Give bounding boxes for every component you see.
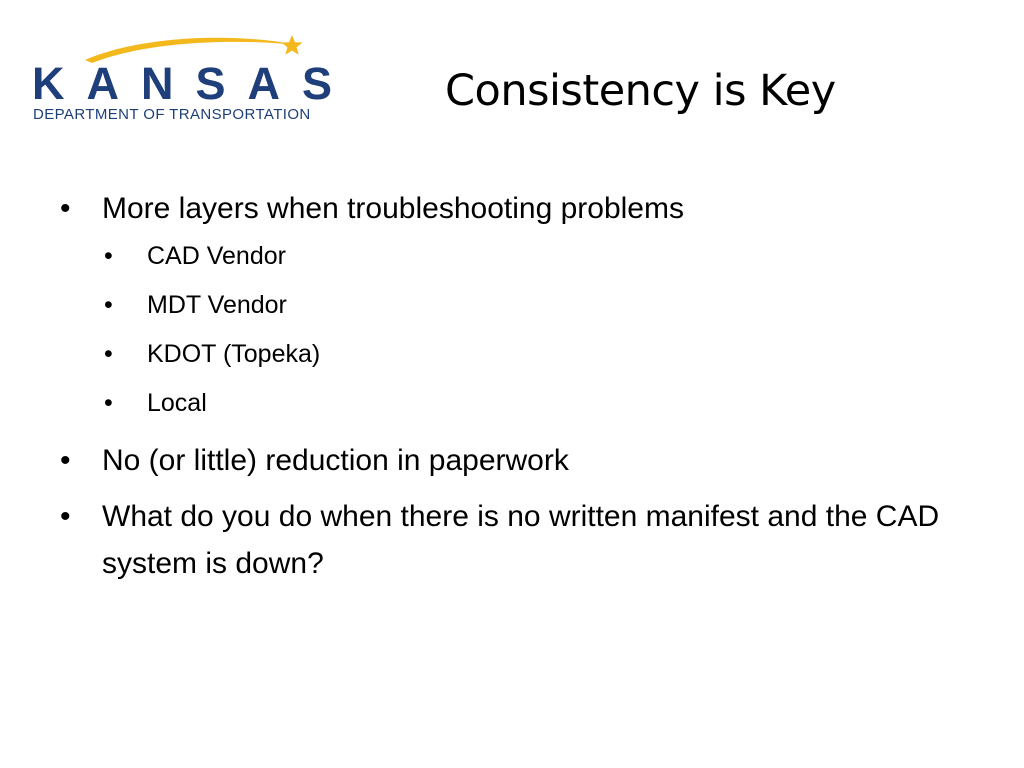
logo-wordmark: KANSAS bbox=[32, 58, 355, 109]
sub-bullet-list bbox=[102, 232, 960, 428]
sub-bullet-item bbox=[104, 281, 960, 330]
bullet-icon: • bbox=[104, 340, 113, 368]
sub-bullet-text: Local bbox=[147, 389, 207, 417]
bullet-icon: • bbox=[60, 500, 71, 533]
logo-subtitle: DEPARTMENT OF TRANSPORTATION bbox=[33, 106, 311, 123]
bullet-item bbox=[60, 185, 960, 428]
bullet-text: More layers when troubleshooting problems bbox=[102, 192, 684, 225]
slide-title: Consistency is Key bbox=[445, 66, 836, 116]
bullet-item bbox=[60, 493, 960, 587]
bullet-item bbox=[60, 437, 960, 484]
sub-bullet-item bbox=[104, 232, 960, 281]
bullet-icon: • bbox=[104, 291, 113, 319]
sub-bullet-text: KDOT (Topeka) bbox=[147, 340, 321, 368]
kdot-logo bbox=[30, 30, 370, 130]
sub-bullet-text: CAD Vendor bbox=[147, 242, 286, 270]
slide-body bbox=[60, 185, 960, 596]
sub-bullet-item bbox=[104, 379, 960, 428]
bullet-icon: • bbox=[104, 242, 113, 270]
bullet-text: What do you do when there is no written manifest and the CAD system is down? bbox=[102, 500, 940, 580]
bullet-icon: • bbox=[104, 389, 113, 417]
bullet-text: No (or little) reduction in paperwork bbox=[102, 444, 569, 477]
sub-bullet-text: MDT Vendor bbox=[147, 291, 287, 319]
bullet-list bbox=[60, 185, 960, 587]
bullet-icon: • bbox=[60, 444, 71, 477]
bullet-icon: • bbox=[60, 192, 71, 225]
sub-bullet-item bbox=[104, 330, 960, 379]
